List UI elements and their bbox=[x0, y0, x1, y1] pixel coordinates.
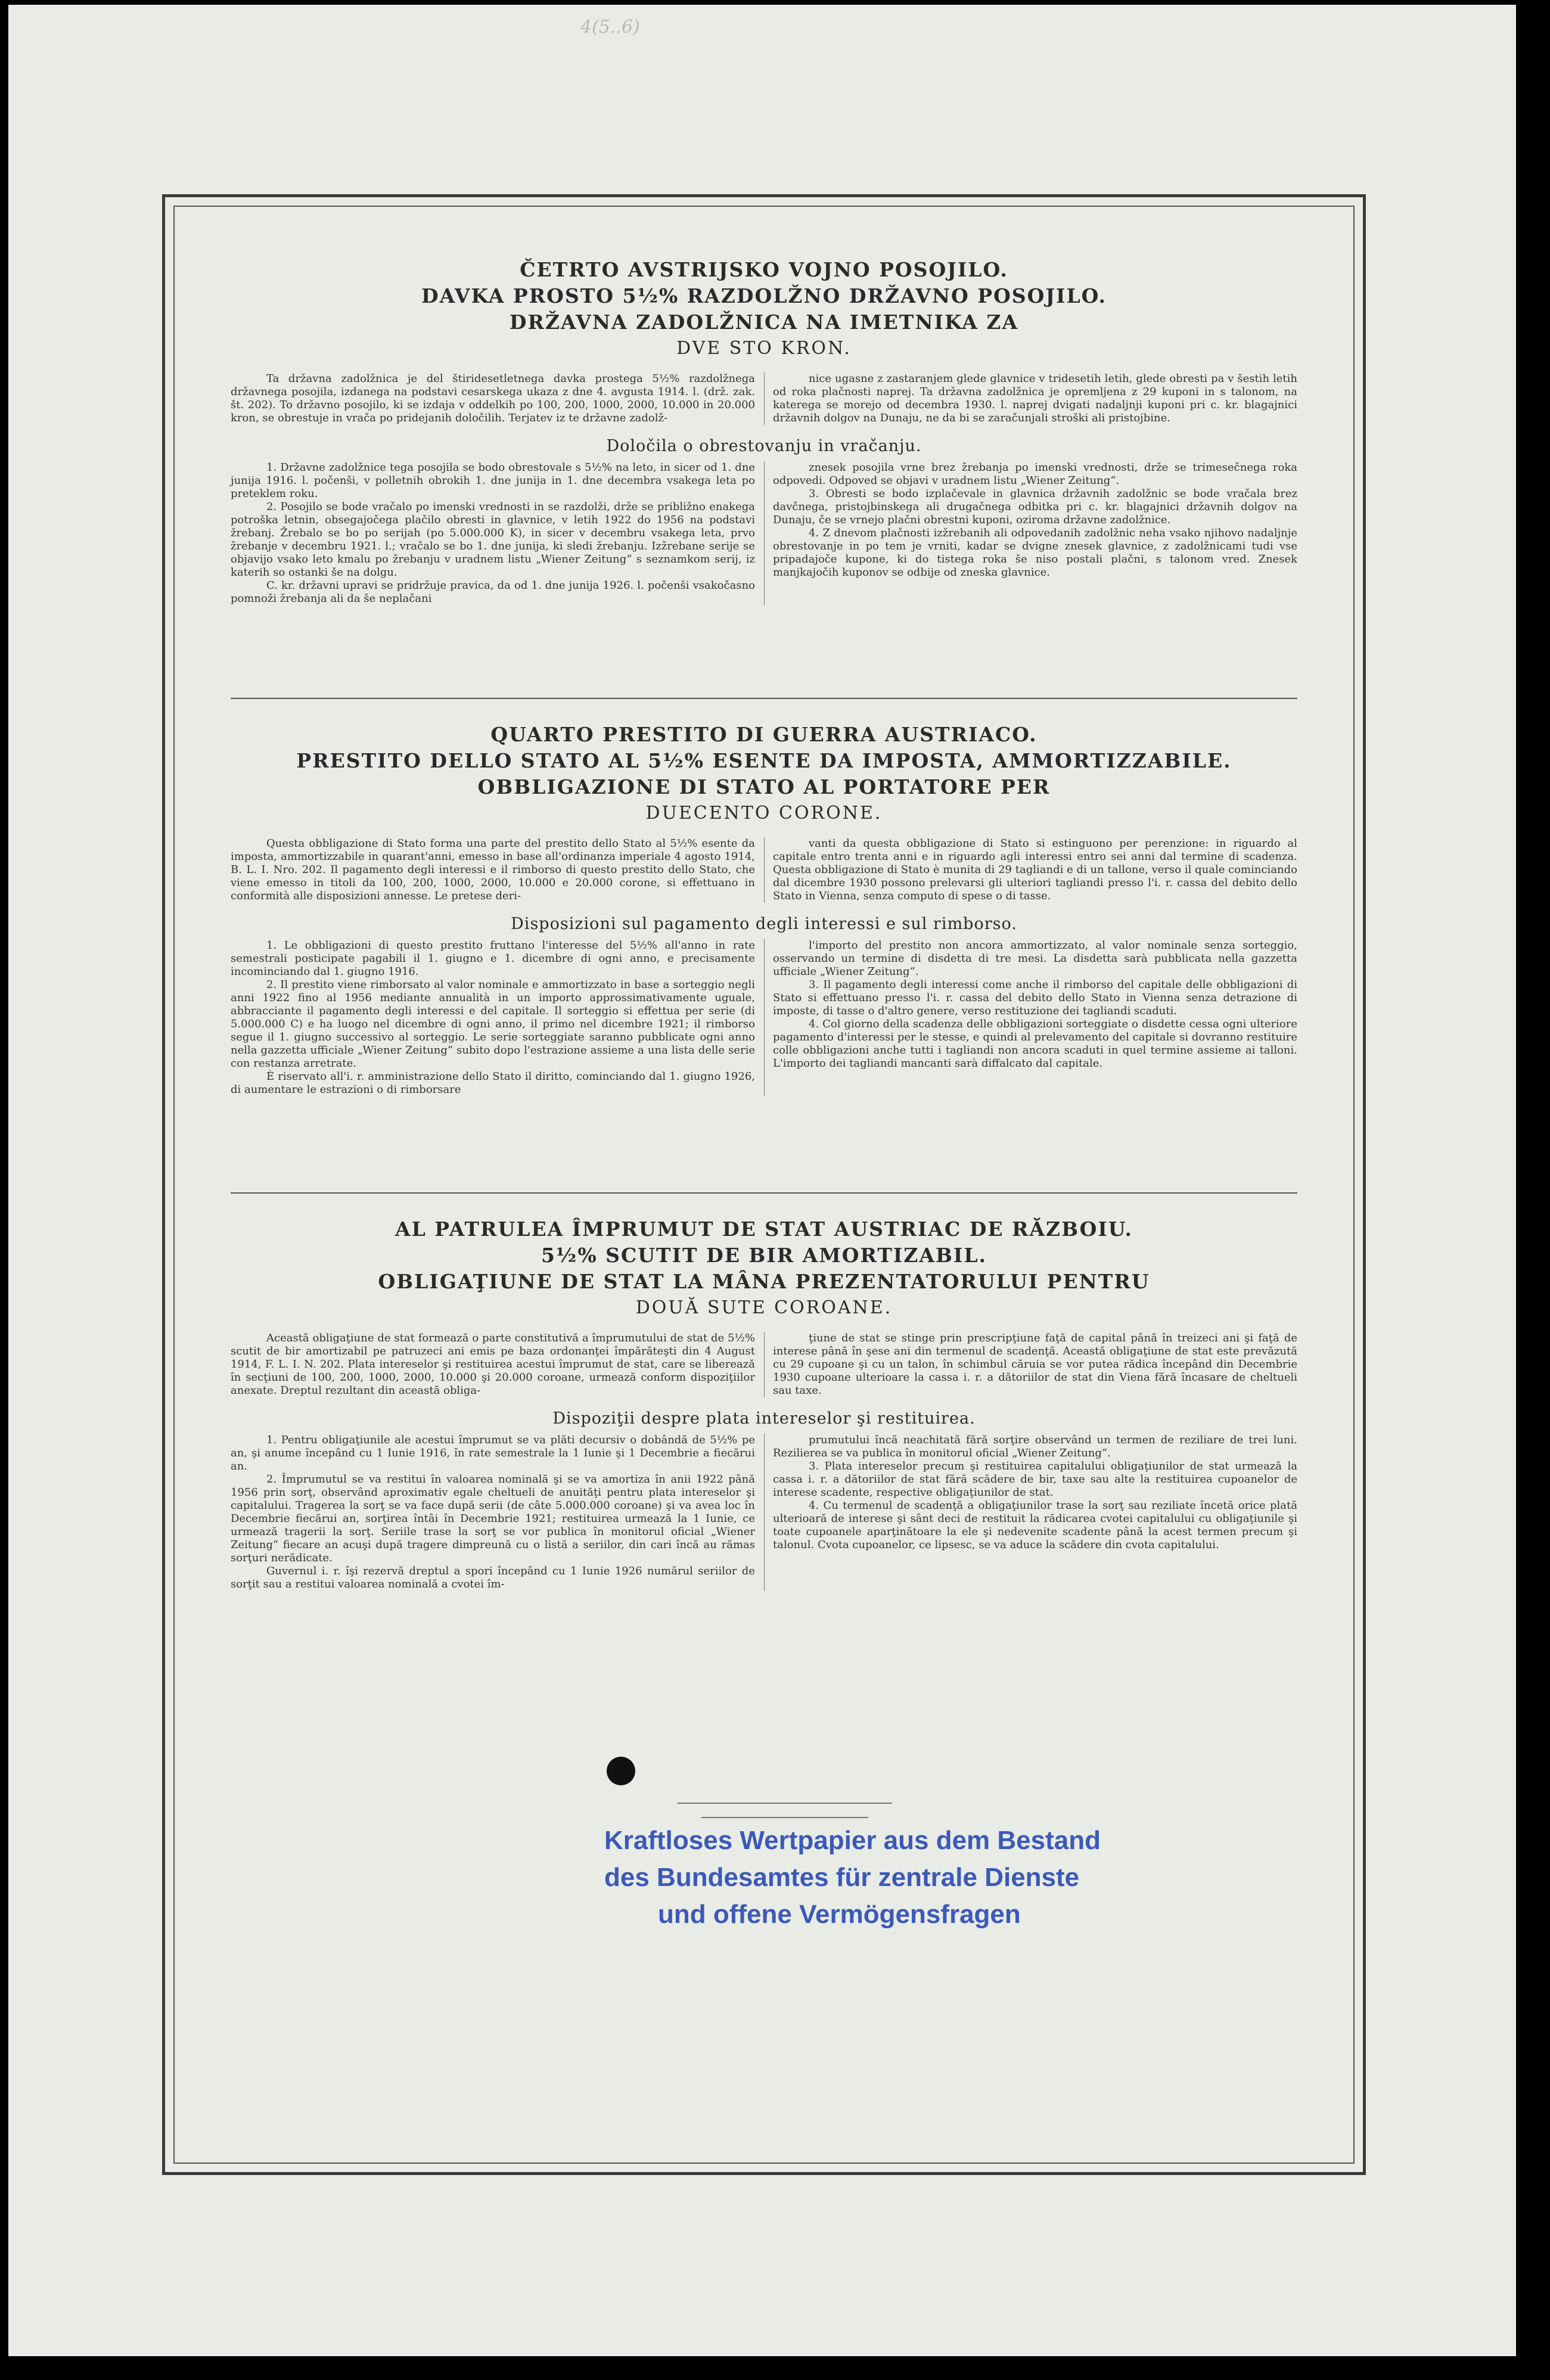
romanian-subhead: Dispoziţii despre plata intereselor şi restituirea. bbox=[552, 1409, 976, 1428]
romanian-rule: Guvernul i. r. îşi rezervă dreptul a spori începând cu 1 Iunie 1926 numărul seriilor de sorţit sau a restitui valoarea nominală a cvotei îm- bbox=[231, 1565, 755, 1590]
slovene-rule: 4. Z dnevom plačnosti izžrebanih ali odpovedanih zadolžnic neha vsako njihovo nadaljnje obrestovanje in po tem je vrniti, kadar se dvigne znesek glavnice, z zadolžnicami tudi vse pripadajoče kupone, ki do tistega roka še niso postali plačni, s talonom vred. Znesek manjkajočih kuponov se odbije od zneska glavnice. bbox=[773, 527, 1297, 579]
romanian-rule: 2. Împrumutul se va restitui în valoarea nominală şi se va amortiza în anii 1922 până 1956 prin sorţ, observând aproximativ egale cheltueli de anuităţi pentru plata intereselor şi capitalului. Tragerea la sorţ se va face după serii (de câte 5.000.000 coroane) şi va avea loc în Decembrie fiecărui an, sorţirea întâi în Decembrie 1921; restituirea urmează la 1 Iunie, ce urmează tragerii la sorţ. Seriile trase la sorţ se vor publica în monitorul oficial „Wiener Zeitung“ fiecare an acuşi după tragere dimpreună cu o listă a seriilor, din cari încă au rămas sorţuri nerădicate. bbox=[231, 1473, 755, 1564]
italian-rule: 1. Le obbligazioni di questo prestito fruttano l'interesse del 5½% all'anno in rate semestrali posticipate pagabili il 1. giugno e 1. dicembre di ogni anno, e precisamente incominciando dal 1. giugno 1916. bbox=[231, 939, 755, 978]
slovene-rule: 3. Obresti se bodo izplačevale in glavnica državnih zadolžnic se bode vračala brez davčnega, pristojbinskega ali drugačnega odbitka pri c. kr. blagajnici državnih dolgov na Dunaju, če se vrnejo plačni obrestni kuponi, oziroma državne zadolžnice. bbox=[773, 487, 1297, 526]
italian-rule: 2. Il prestito viene rimborsato al valor nominale e ammortizzato in base a sorteggio negli anni 1922 fino al 1956 mediante annualità in un importo approssimativamente uguale, abbracciante il pagamento degli interessi e del capitale. Il sorteggio si effettua per serie (di 5.000.000 C) e ha luogo nel dicembre di ogni anno, il primo nel dicembre 1921; il rimborso segue il 1. giugno successivo al sorteggio. Le serie sorteggiate saranno pubblicate ogni anno nella gazzetta ufficiale „Wiener Zeitung“ subito dopo l'estrazione assieme a una lista delle serie con restanza arretrate. bbox=[231, 978, 755, 1070]
italian-intro-left: Questa obbligazione di Stato forma una parte del prestito dello Stato al 5½% esente da imposta, ammortizzabile in quarant'anni, emesso in base all'ordinanza imperiale 4 agosto 1914, B. L. I. Nro. 202. Il pagamento degli interessi e il rimborso di questo prestito dello Stato, che viene emesso in titoli da 100, 200, 1000, 2000, 10.000 e 20.000 corone, si effettuano in conformità alle disposizioni annesse. Le pretese deri- bbox=[231, 837, 755, 902]
romanian-title-3: OBLIGAŢIUNE DE STAT LA MÂNA PREZENTATORULUI PENTRU bbox=[378, 1270, 1150, 1293]
slovene-section bbox=[231, 257, 1297, 605]
cancellation-stamp bbox=[604, 1822, 1153, 1933]
section-divider bbox=[231, 698, 1297, 699]
slovene-rules bbox=[231, 461, 1297, 605]
stamp-line: und offene Vermögensfragen bbox=[658, 1900, 1021, 1929]
romanian-rule: 3. Plata intereselor precum şi restituirea capitalului obligaţiunilor de stat urmează la cassa i. r. a dătoriilor de stat fără scădere de bir, taxe sau alte la restituirea cupoanelor de interese scadente, respective obligaţiunilor de stat. bbox=[773, 1460, 1297, 1499]
slovene-rule: 1. Državne zadolžnice tega posojila se bodo obrestovale s 5½% na leto, in sicer od 1. dne junija 1916. l. počenši, v polletnih obrokih 1. dne junija in 1. dne decembra vsakega leta po preteklem roku. bbox=[231, 461, 755, 500]
stamp-line: Kraftloses Wertpapier aus dem Bestand bbox=[604, 1826, 1101, 1855]
closing-rule bbox=[678, 1803, 892, 1804]
romanian-section bbox=[231, 1216, 1297, 1591]
section-divider bbox=[231, 1192, 1297, 1194]
slovene-rule: 2. Posojilo se bode vračalo po imenski vrednosti in se razdolži, drže se približno enakega potroška letnin, obsegajočega plačilo obresti in glavnice, v letih 1922 do 1956 na podstavi žrebanj. Žrebalo se bo po serijah (po 5.000.000 K), in sicer v decembru vsakega leta, prvo žrebanje v decembru 1921. l.; vračalo se bo 1. dne junija, ki sledi žrebanju. Izžrebane serije se objavijo vsako leto kmalu po žrebanju v uradnem listu „Wiener Zeitung“ s seznamkom serij, iz katerih so ostanki še na dolgu. bbox=[231, 501, 755, 579]
closing-rule bbox=[701, 1817, 868, 1818]
slovene-intro bbox=[231, 372, 1297, 425]
romanian-intro-right: ţiune de stat se stinge prin prescripţiune faţă de capital până în treizeci ani şi faţă de interese până în şese ani din termenul de scadenţă. Această obligaţiune de stat este prevăzută cu 29 cupoane şi cu un talon, în schimbul căruia se vor putea rădica începând din Decembrie 1930 cupoane ulterioare la cassa i. r. a dătoriilor de stat din Viena fără încasare de cheltueli sau taxe. bbox=[773, 1332, 1297, 1397]
slovene-rule: znesek posojila vrne brez žrebanja po imenski vrednosti, drže se trimesečnega roka odpovedi. Odpoved se objavi v uradnem listu „Wiener Zeitung“. bbox=[773, 461, 1297, 487]
romanian-intro-left: Această obligaţiune de stat formează o parte constitutivă a împrumutului de stat de 5½% scutit de bir amortizabil pe patruzeci ani emis pe baza ordonanţei împărăteşti din 4 August 1914, F. L. I. N. 202. Plata intereselor şi restituirea acestui împrumut de stat, care se liberează în secţiuni de 100, 200, 1000, 2000, 10.000 şi 20.000 coroane, urmează conform dispoziţiilor anexate. Dreptul rezultant din această obliga- bbox=[231, 1332, 755, 1397]
stamp-line: des Bundesamtes für zentrale Dienste bbox=[604, 1863, 1080, 1892]
italian-rules bbox=[231, 939, 1297, 1096]
slovene-rule: C. kr. državni upravi se pridržuje pravica, da od 1. dne junija 1926. l. počenši vsakočasno pomnoži žrebanja ali da še neplačani bbox=[231, 579, 755, 605]
romanian-intro bbox=[231, 1332, 1297, 1397]
italian-rule: l'importo del prestito non ancora ammortizzato, al valor nominale senza sorteggio, osservando un termine di disdetta di tre mesi. La disdetta sarà pubblicata nella gazzetta ufficiale „Wiener Zeitung“. bbox=[773, 939, 1297, 978]
italian-denomination: DUECENTO CORONE. bbox=[645, 803, 883, 824]
bond-reverse-sheet bbox=[8, 5, 1516, 2356]
romanian-rule: 4. Cu termenul de scadenţă a obligaţiunilor trase la sorţ sau reziliate încetă orice plată ulterioară de interese şi sânt deci de restituit la rădicarea cvotei capitalului cu obligaţiunile şi toate cupoanele aparţinătoare la ele şi nedevenite scadente până la acest termen precum şi talonul. Cvota cupoanelor, ce lipsesc, se va aduce la scădere din cvota capitalului. bbox=[773, 1499, 1297, 1551]
slovene-title-2: DAVKA PROSTO 5½% RAZDOLŽNO DRŽAVNO POSOJILO. bbox=[421, 284, 1107, 307]
italian-title-3: OBBLIGAZIONE DI STATO AL PORTATORE PER bbox=[477, 775, 1051, 798]
italian-subhead: Disposizioni sul pagamento degli interessi e sul rimborso. bbox=[511, 915, 1017, 933]
italian-title-2: PRESTITO DELLO STATO AL 5½% ESENTE DA IMPOSTA, AMMORTIZZABILE. bbox=[296, 749, 1232, 772]
italian-intro bbox=[231, 837, 1297, 903]
pencil-mark: 4(5..6) bbox=[580, 17, 640, 38]
italian-section bbox=[231, 722, 1297, 1096]
italian-intro-right: vanti da questa obbligazione di Stato si estinguono per perenzione: in riguardo al capitale entro trenta anni e in riguardo agli interessi entro sei anni dal termine di scadenza. Questa obbligazione di Stato è munita di 29 tagliandi e di un tallone, verso il quale cominciando dal dicembre 1930 possono prelevarsi gli ulteriori tagliandi presso l'i. r. cassa del debito dello Stato in Vienna, senza computo di spese o di tasse. bbox=[773, 837, 1297, 902]
slovene-denomination: DVE STO KRON. bbox=[676, 338, 852, 359]
romanian-rule: 1. Pentru obligaţiunile ale acestui împrumut se va plăti decursiv o dobândă de 5½% pe an, şi anume începând cu 1 Iunie 1916, în rate semestrale la 1 Iunie şi 1 Decembrie a fiecărui an. bbox=[231, 1434, 755, 1472]
slovene-title-3: DRŽAVNA ZADOLŽNICA NA IMETNIKA ZA bbox=[509, 310, 1019, 334]
italian-rule: È riservato all'i. r. amministrazione dello Stato il diritto, cominciando dal 1. giugno 1926, di aumentare le estrazioni o di rimborsare bbox=[231, 1070, 755, 1096]
romanian-denomination: DOUĂ SUTE COROANE. bbox=[635, 1297, 893, 1318]
slovene-intro-left: Ta državna zadolžnica je del štiridesetletnega davka prostega 5½% razdolžnega državnega posojila, izdanega na podstavi cesarskega ukaza z dne 4. avgusta 1914. l. (drž. zak. št. 202). To državno posojilo, ki se izdaja v oddelkih po 100, 200, 1000, 2000, 10.000 in 20.000 kron, se obrestuje in vrača po pridejanih določilih. Terjatev iz te državne zadolž- bbox=[231, 372, 755, 424]
romanian-title-1: AL PATRULEA ÎMPRUMUT DE STAT AUSTRIAC DE RĂZBOIU. bbox=[395, 1217, 1133, 1241]
romanian-rule: prumutului încă neachitată fără sorţire observând un termen de reziliare de trei luni. Rezilierea se va publica în monitorul oficial „Wiener Zeitung“. bbox=[773, 1434, 1297, 1459]
romanian-title-2: 5½% SCUTIT DE BIR AMORTIZABIL. bbox=[541, 1244, 987, 1267]
slovene-subhead: Določila o obrestovanju in vračanju. bbox=[606, 437, 922, 455]
slovene-intro-right: nice ugasne z zastaranjem glede glavnice v tridesetih letih, glede obresti pa v šestih letih od roka plačnosti naprej. Ta državna zadolžnica je opremljena z 29 kuponi in s talonom, na katerega se morejo od decembra 1930. l. naprej dvigati nadaljnji kuponi pri c. kr. blagajnici državnih dolgov na Dunaju, ne da bi se zaračunjali stroški ali pristojbine. bbox=[773, 372, 1297, 424]
italian-rule: 3. Il pagamento degli interessi come anche il rimborso del capitale delle obbligazioni di Stato si effettuano presso l'i. r. cassa del debito dello Stato in Vienna senza detrazione di imposte, di tasse o d'altro genere, verso restituzione dei tagliandi scaduti. bbox=[773, 978, 1297, 1017]
cancellation-punch-hole bbox=[607, 1757, 635, 1785]
romanian-rules bbox=[231, 1434, 1297, 1591]
slovene-title-1: ČETRTO AVSTRIJSKO VOJNO POSOJILO. bbox=[520, 258, 1008, 281]
italian-title-1: QUARTO PRESTITO DI GUERRA AUSTRIACO. bbox=[490, 723, 1038, 746]
italian-rule: 4. Col giorno della scadenza delle obbligazioni sorteggiate o disdette cessa ogni ulteriore pagamento d'interessi per le stesse, e quindi al prelevamento del capitale si dovranno restituire colle obbligazioni anche tutti i tagliandi non ancora scaduti in quel termine assieme ai talloni. L'importo dei tagliandi mancanti sarà diffalcato dal capitale. bbox=[773, 1018, 1297, 1070]
